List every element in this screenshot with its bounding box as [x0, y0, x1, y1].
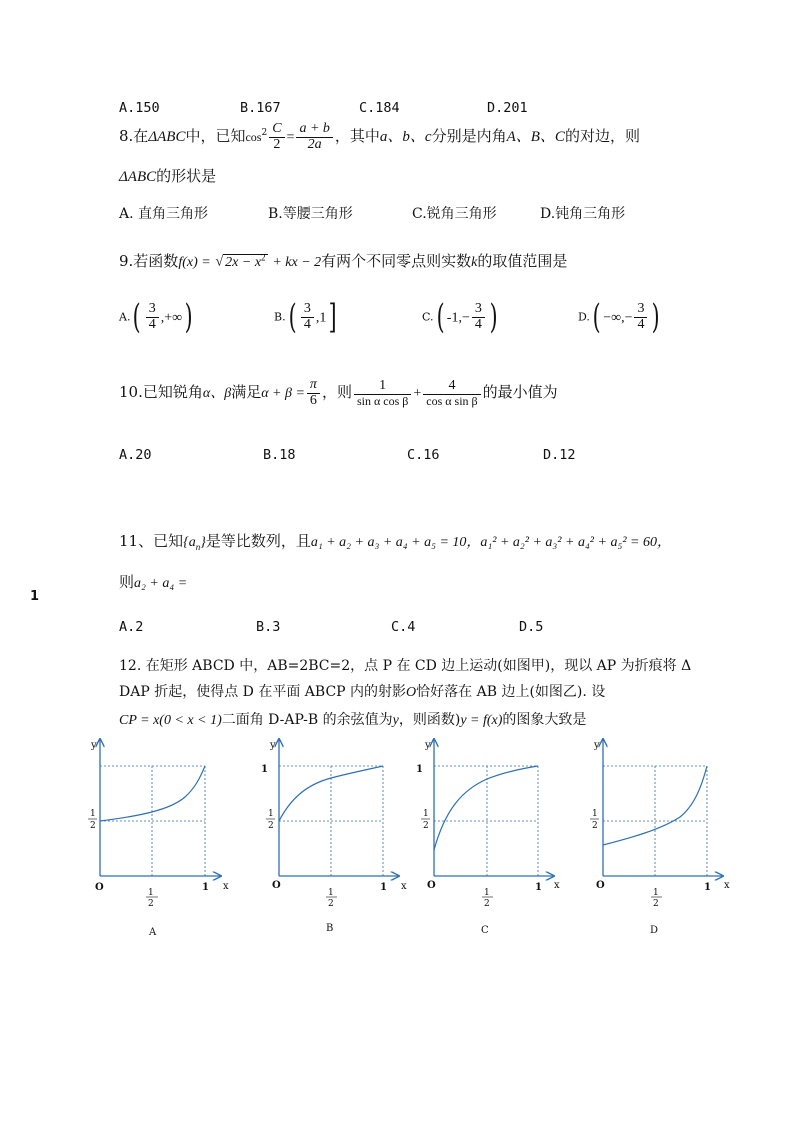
- q9-option-a-num: 3: [146, 302, 159, 318]
- graph-b: [261, 740, 407, 934]
- graph-d: [590, 740, 730, 936]
- q8-option-c: C.锐角三角形: [412, 206, 497, 222]
- q12-line3: [119, 709, 586, 729]
- q12-line2b: 恰好落在 AB 边上(如图乙). 设: [416, 684, 606, 700]
- graphs-area: [0, 730, 794, 960]
- q8-frac2-den: 2a: [307, 136, 322, 152]
- q8-mid1: 中，已知: [185, 127, 246, 146]
- q10-fraction-2: [423, 379, 480, 407]
- q9-option-b: [274, 297, 340, 337]
- q11-line2-expr: a₂ + a₄ =: [134, 576, 188, 591]
- q10-option-b: B.18: [263, 447, 296, 463]
- graph-c-half-y: 1: [423, 809, 429, 819]
- q8-option-d: D.钝角三角形: [540, 206, 626, 222]
- q11-seq-sub: n: [195, 541, 201, 552]
- graph-c: [416, 740, 560, 936]
- q8-mid2: ，其中: [334, 127, 380, 146]
- q8-line2-text: 的形状是: [156, 167, 217, 185]
- q9-option-a-label: A.: [119, 310, 131, 324]
- q9-option-a-den: 4: [148, 316, 156, 332]
- q9-option-b-rbracket: ]: [329, 297, 337, 337]
- q8-frac1-den: 2: [273, 136, 281, 152]
- q8-fraction-c-over-2: [269, 122, 284, 152]
- q9-option-a-rest: ,+∞: [160, 310, 183, 326]
- graph-b-half-y: 1: [268, 809, 274, 819]
- graph-a-curve: [100, 766, 205, 821]
- q9-option-c-den: 4: [474, 316, 482, 332]
- q10-f2-num: 4: [423, 379, 480, 395]
- q10-option-a: A.20: [119, 447, 152, 463]
- q9-radicand-power: 2: [261, 252, 266, 263]
- q11-option-d: D.5: [519, 619, 544, 635]
- q11-line2: [119, 571, 187, 592]
- q9-option-d-den: 4: [637, 316, 645, 332]
- q10-plus: +: [413, 386, 422, 402]
- q9-option-a-lparen: (: [133, 297, 142, 337]
- q8-option-a: A. 直角三角形: [119, 206, 209, 222]
- graph-b-one-y: 1: [261, 764, 268, 775]
- q12-line2: [119, 681, 605, 701]
- q10-f2-den: cos α sin β: [426, 393, 478, 408]
- q11-line1: [119, 530, 671, 552]
- q9-option-c-lparen: (: [436, 297, 445, 337]
- q10-condition: α + β =: [261, 386, 305, 402]
- q9-function: f(x) =: [178, 255, 211, 270]
- graph-a: [88, 740, 229, 938]
- graph-d-half-x: 1: [653, 888, 659, 898]
- q8-mid3: 分别是内角: [431, 127, 507, 146]
- q12-line3-mid: 二面角 D-AP-B 的余弦值为: [221, 712, 393, 728]
- q9-option-c: [422, 297, 500, 337]
- graph-b-half-x: 1: [328, 888, 334, 898]
- graph-c-curve: [434, 766, 538, 850]
- q10-pi-num: π: [307, 378, 320, 394]
- q11-sequence: [183, 535, 206, 550]
- q8-equals: =: [286, 130, 295, 146]
- graph-a-half-y-den: 2: [90, 821, 96, 831]
- q11-line2-prefix: 则: [119, 573, 135, 591]
- graph-d-caption: D: [650, 925, 659, 936]
- q11-option-a: A.2: [119, 619, 144, 635]
- q9-option-b-lparen: (: [288, 297, 297, 337]
- graph-c-y-label: y: [425, 740, 431, 751]
- q12-line2a: DAP 折起，使得点 D 在平面 ABCP 内的射影: [119, 684, 407, 700]
- graph-b-caption: B: [326, 923, 334, 934]
- q10-pi-den: 6: [309, 392, 317, 408]
- q12-line3-expr: CP = x(0 < x < 1): [119, 713, 222, 728]
- q12-line3-end: 的图象大致是: [502, 712, 587, 728]
- graph-b-origin: O: [272, 880, 281, 891]
- graph-c-origin: O: [427, 880, 436, 891]
- graph-b-half-x-den: 2: [328, 899, 334, 909]
- q10-fraction-1: [354, 379, 411, 407]
- graph-a-half-x: 1: [148, 888, 154, 898]
- graph-a-origin: O: [95, 882, 104, 893]
- graph-d-origin: O: [596, 880, 605, 891]
- graph-c-half-y-den: 2: [423, 821, 429, 831]
- graph-c-one-x: 1: [535, 882, 542, 893]
- q10-prefix: 10.已知锐角: [119, 383, 203, 402]
- q9-option-c-pre: -1,−: [446, 310, 470, 326]
- q7-option-a: A.150: [119, 100, 160, 116]
- q7-option-c: C.184: [359, 100, 400, 116]
- q9-suffix: 有两个不同零点则实数: [321, 252, 472, 270]
- graph-d-curve: [603, 766, 707, 845]
- q9-option-b-rest: ,1: [315, 310, 327, 326]
- q11-sum2: a₁² + a₂² + a₃² + a₄² + a₅² = 60，: [480, 535, 671, 550]
- graph-c-x-label: x: [554, 880, 560, 891]
- q11-option-c: C.4: [391, 619, 416, 635]
- q9-line: [119, 250, 567, 271]
- q10-mid: 满足: [231, 383, 262, 402]
- q11-seq-open: {a: [183, 535, 196, 550]
- graph-c-half-x-den: 2: [484, 899, 490, 909]
- q12-line3-y: y: [392, 713, 399, 728]
- q9-option-d-num: 3: [634, 302, 647, 318]
- q9-sqrt: √ $2x - x^2$: [215, 252, 266, 270]
- graph-a-one-x: 1: [202, 882, 209, 893]
- q8-frac2-num: a + b: [296, 122, 332, 138]
- q9-option-b-label: B.: [274, 310, 286, 324]
- q8-line2-triangle: ΔABC: [119, 169, 157, 185]
- q8-cos: cos: [245, 130, 262, 145]
- q10-pi-fraction: [307, 378, 320, 408]
- q10-f1-den: sin α cos β: [356, 393, 409, 408]
- graph-b-half-y-den: 2: [268, 821, 274, 831]
- graph-b-y-label: y: [270, 740, 276, 751]
- graph-d-x-label: x: [724, 880, 730, 891]
- q11-mid: 是等比数列，且: [205, 532, 311, 550]
- q10-option-c: C.16: [407, 447, 440, 463]
- graph-d-y-label: y: [594, 740, 600, 751]
- graph-d-half-x-den: 2: [653, 899, 659, 909]
- q9-k: k: [471, 255, 478, 270]
- graph-c-half-x: 1: [484, 888, 490, 898]
- graph-b-x-label: x: [401, 881, 407, 892]
- q9-option-d-lparen: (: [592, 297, 601, 337]
- q8-cos-power: 2: [261, 128, 268, 139]
- graph-b-one-x: 1: [380, 882, 387, 893]
- q9-tail: + kx − 2: [272, 255, 322, 270]
- q9-option-d-rparen: ): [652, 297, 661, 337]
- q8-fraction-ab-over-2a: [296, 122, 332, 152]
- q9-option-d-pre: −∞,−: [603, 310, 633, 326]
- q8-line1: [119, 122, 640, 152]
- q8-angles: A、B、C: [506, 129, 565, 146]
- q9-option-b-num: 3: [301, 302, 314, 318]
- q10-alpha-beta: α、β: [202, 386, 232, 402]
- q8-prefix: 8.在: [119, 127, 149, 146]
- q11-option-b: B.3: [256, 619, 281, 635]
- q11-sum1: a₁ + a₂ + a₃ + a₄ + a₅ = 10，: [310, 535, 481, 550]
- graph-c-caption: C: [481, 925, 489, 936]
- graph-a-x-label: x: [223, 881, 229, 892]
- graph-a-y-label: y: [91, 740, 97, 751]
- q10-mid2: ，则: [321, 383, 352, 402]
- graph-a-half-y: 1: [90, 809, 96, 819]
- q9-suffix2: 的取值范围是: [477, 252, 568, 270]
- graph-a-caption: A: [149, 927, 157, 938]
- q12-line2-o: O: [406, 685, 417, 700]
- q8-triangle: ΔABC: [148, 129, 186, 146]
- graph-a-half-x-den: 2: [148, 899, 154, 909]
- graph-d-one-x: 1: [704, 882, 711, 893]
- q9-option-c-fraction: [472, 302, 485, 332]
- q12-line3-func: y = f(x): [460, 713, 503, 728]
- q9-option-b-fraction: [301, 302, 314, 332]
- graph-c-one-y: 1: [416, 764, 423, 775]
- q9-prefix: 9.若函数: [119, 252, 179, 270]
- q9-option-c-label: C.: [422, 310, 434, 324]
- q9-option-b-den: 4: [303, 316, 311, 332]
- q11-prefix: 11、已知: [119, 532, 184, 550]
- graph-d-half-y: 1: [592, 809, 598, 819]
- q8-line2: [119, 165, 216, 186]
- q8-option-b: B.等腰三角形: [268, 206, 353, 222]
- q9-option-c-num: 3: [472, 302, 485, 318]
- q11-seq-close: }: [200, 535, 206, 550]
- q10-suffix: 的最小值为: [482, 383, 558, 402]
- q9-option-d-fraction: [634, 302, 647, 332]
- q9-option-a: [119, 297, 195, 337]
- q8-mid4: 的对边，则: [564, 127, 640, 146]
- q9-option-a-fraction: [146, 302, 159, 332]
- q8-frac1-num: C: [269, 122, 284, 138]
- q7-option-d: D.201: [487, 100, 528, 116]
- q8-letters: a、b、c: [379, 129, 432, 146]
- q9-option-d-label: D.: [578, 310, 590, 324]
- page-number: 1: [30, 589, 40, 604]
- graph-d-half-y-den: 2: [592, 821, 598, 831]
- q9-option-c-rparen: ): [489, 297, 498, 337]
- q10-option-d: D.12: [543, 447, 576, 463]
- q9-option-d: [578, 297, 663, 337]
- q10-f1-num: 1: [354, 379, 411, 395]
- q12-line3-mid2: ，则函数): [398, 712, 461, 728]
- q9-option-a-rparen: ): [184, 297, 193, 337]
- q10-line: [119, 378, 558, 408]
- q9-radicand: 2x − x: [225, 255, 262, 270]
- q12-line1: 12. 在矩形 ABCD 中，AB=2BC=2，点 P 在 CD 边上运动(如图甲)，现以 AP 为折痕将 Δ: [119, 658, 692, 674]
- q7-option-b: B.167: [240, 100, 281, 116]
